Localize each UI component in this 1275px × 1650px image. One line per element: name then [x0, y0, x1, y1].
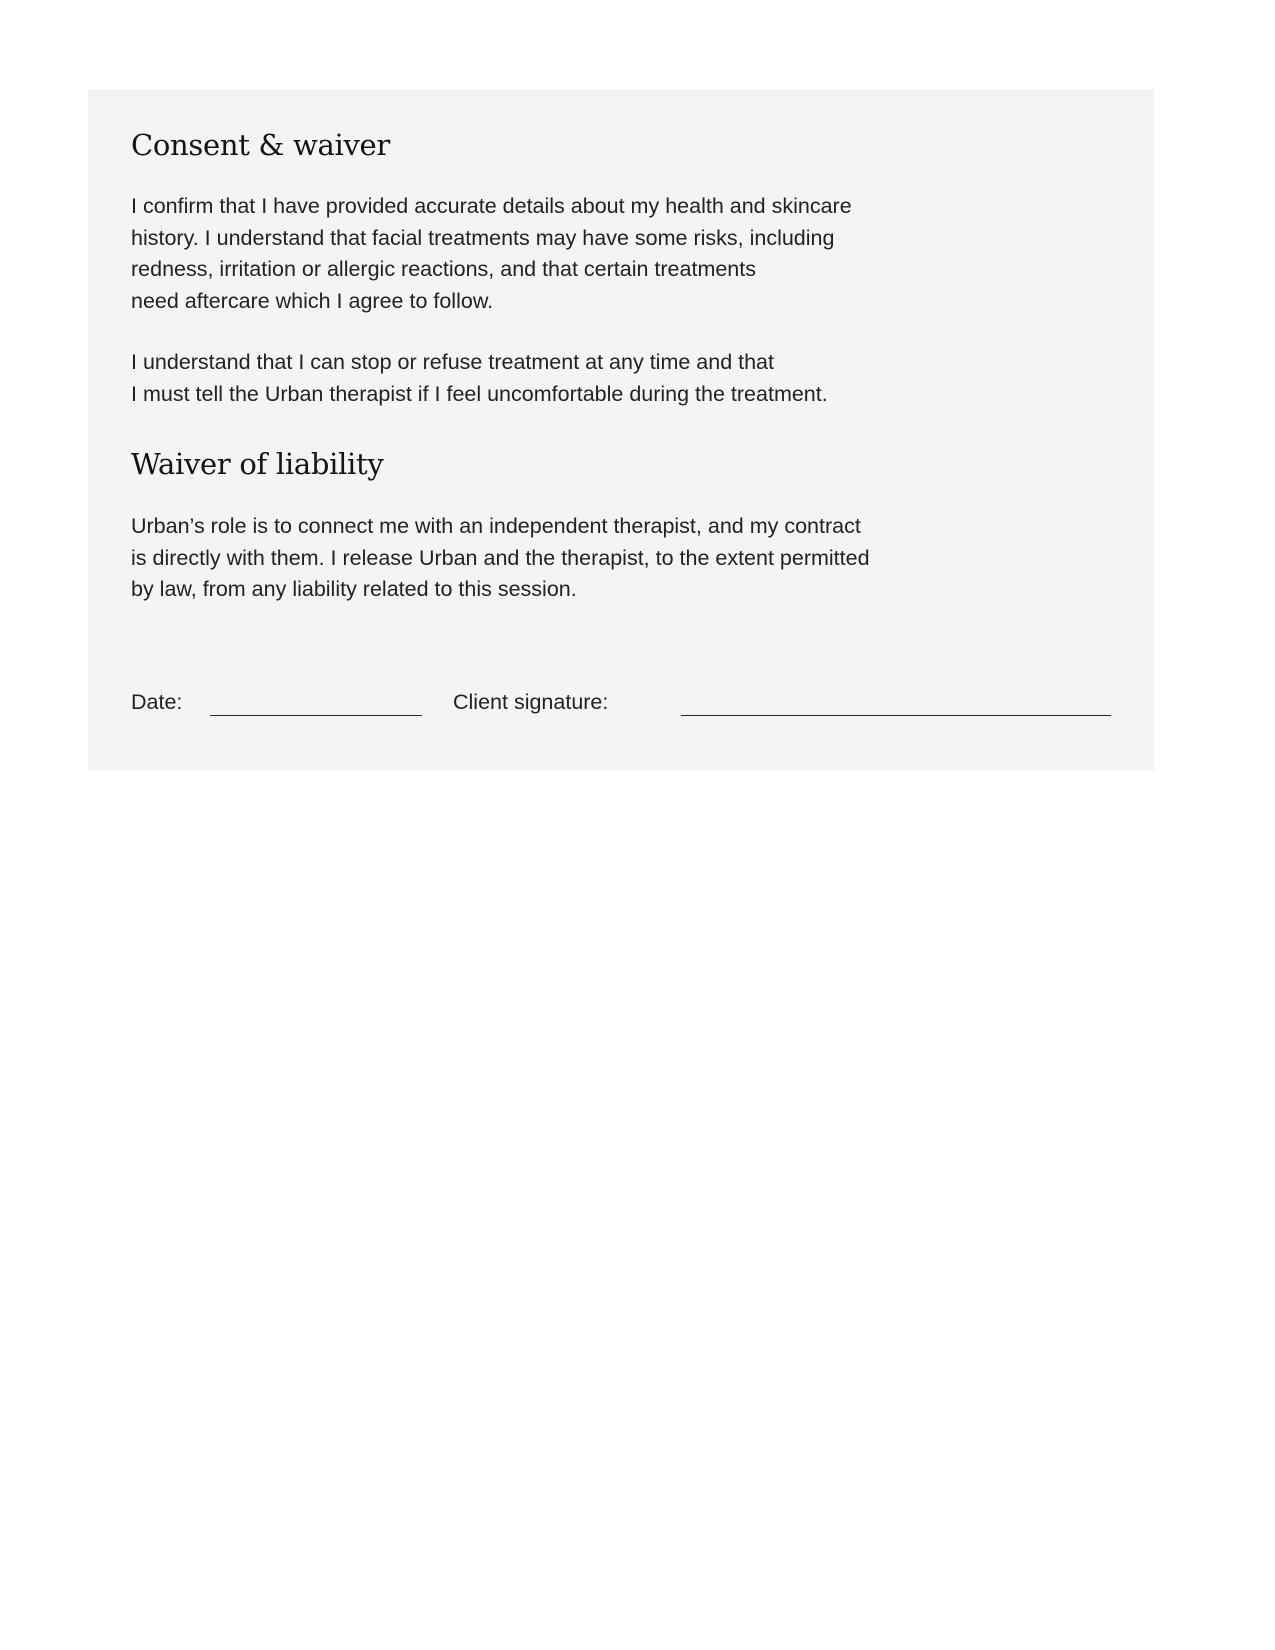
liability-heading: Waiver of liability — [131, 447, 384, 481]
consent-paragraph-2: I understand that I can stop or refuse treatment at any time and that I must tell the Urban therapist if I feel uncomfortable during the treatment. — [131, 350, 828, 406]
consent-waiver-panel — [88, 89, 1154, 771]
liability-paragraph: Urban’s role is to connect me with an independent therapist, and my contract is directly with them. I release Urban and the therapist, to the extent permitted by law, from any liability related to this session. — [131, 514, 870, 601]
client-signature-line[interactable] — [681, 715, 1111, 716]
consent-heading: Consent & waiver — [131, 128, 390, 162]
signature-row — [131, 688, 1111, 724]
date-label: Date: — [131, 690, 183, 714]
consent-paragraph-1: I confirm that I have provided accurate details about my health and skincare history. I understand that facial treatments may have some risks, including redness, irritation or allergic reactions, and that certain treatments need aftercare which I agree to follow. — [131, 194, 852, 313]
client-signature-label: Client signature: — [453, 690, 609, 714]
date-field-line[interactable] — [210, 715, 422, 716]
